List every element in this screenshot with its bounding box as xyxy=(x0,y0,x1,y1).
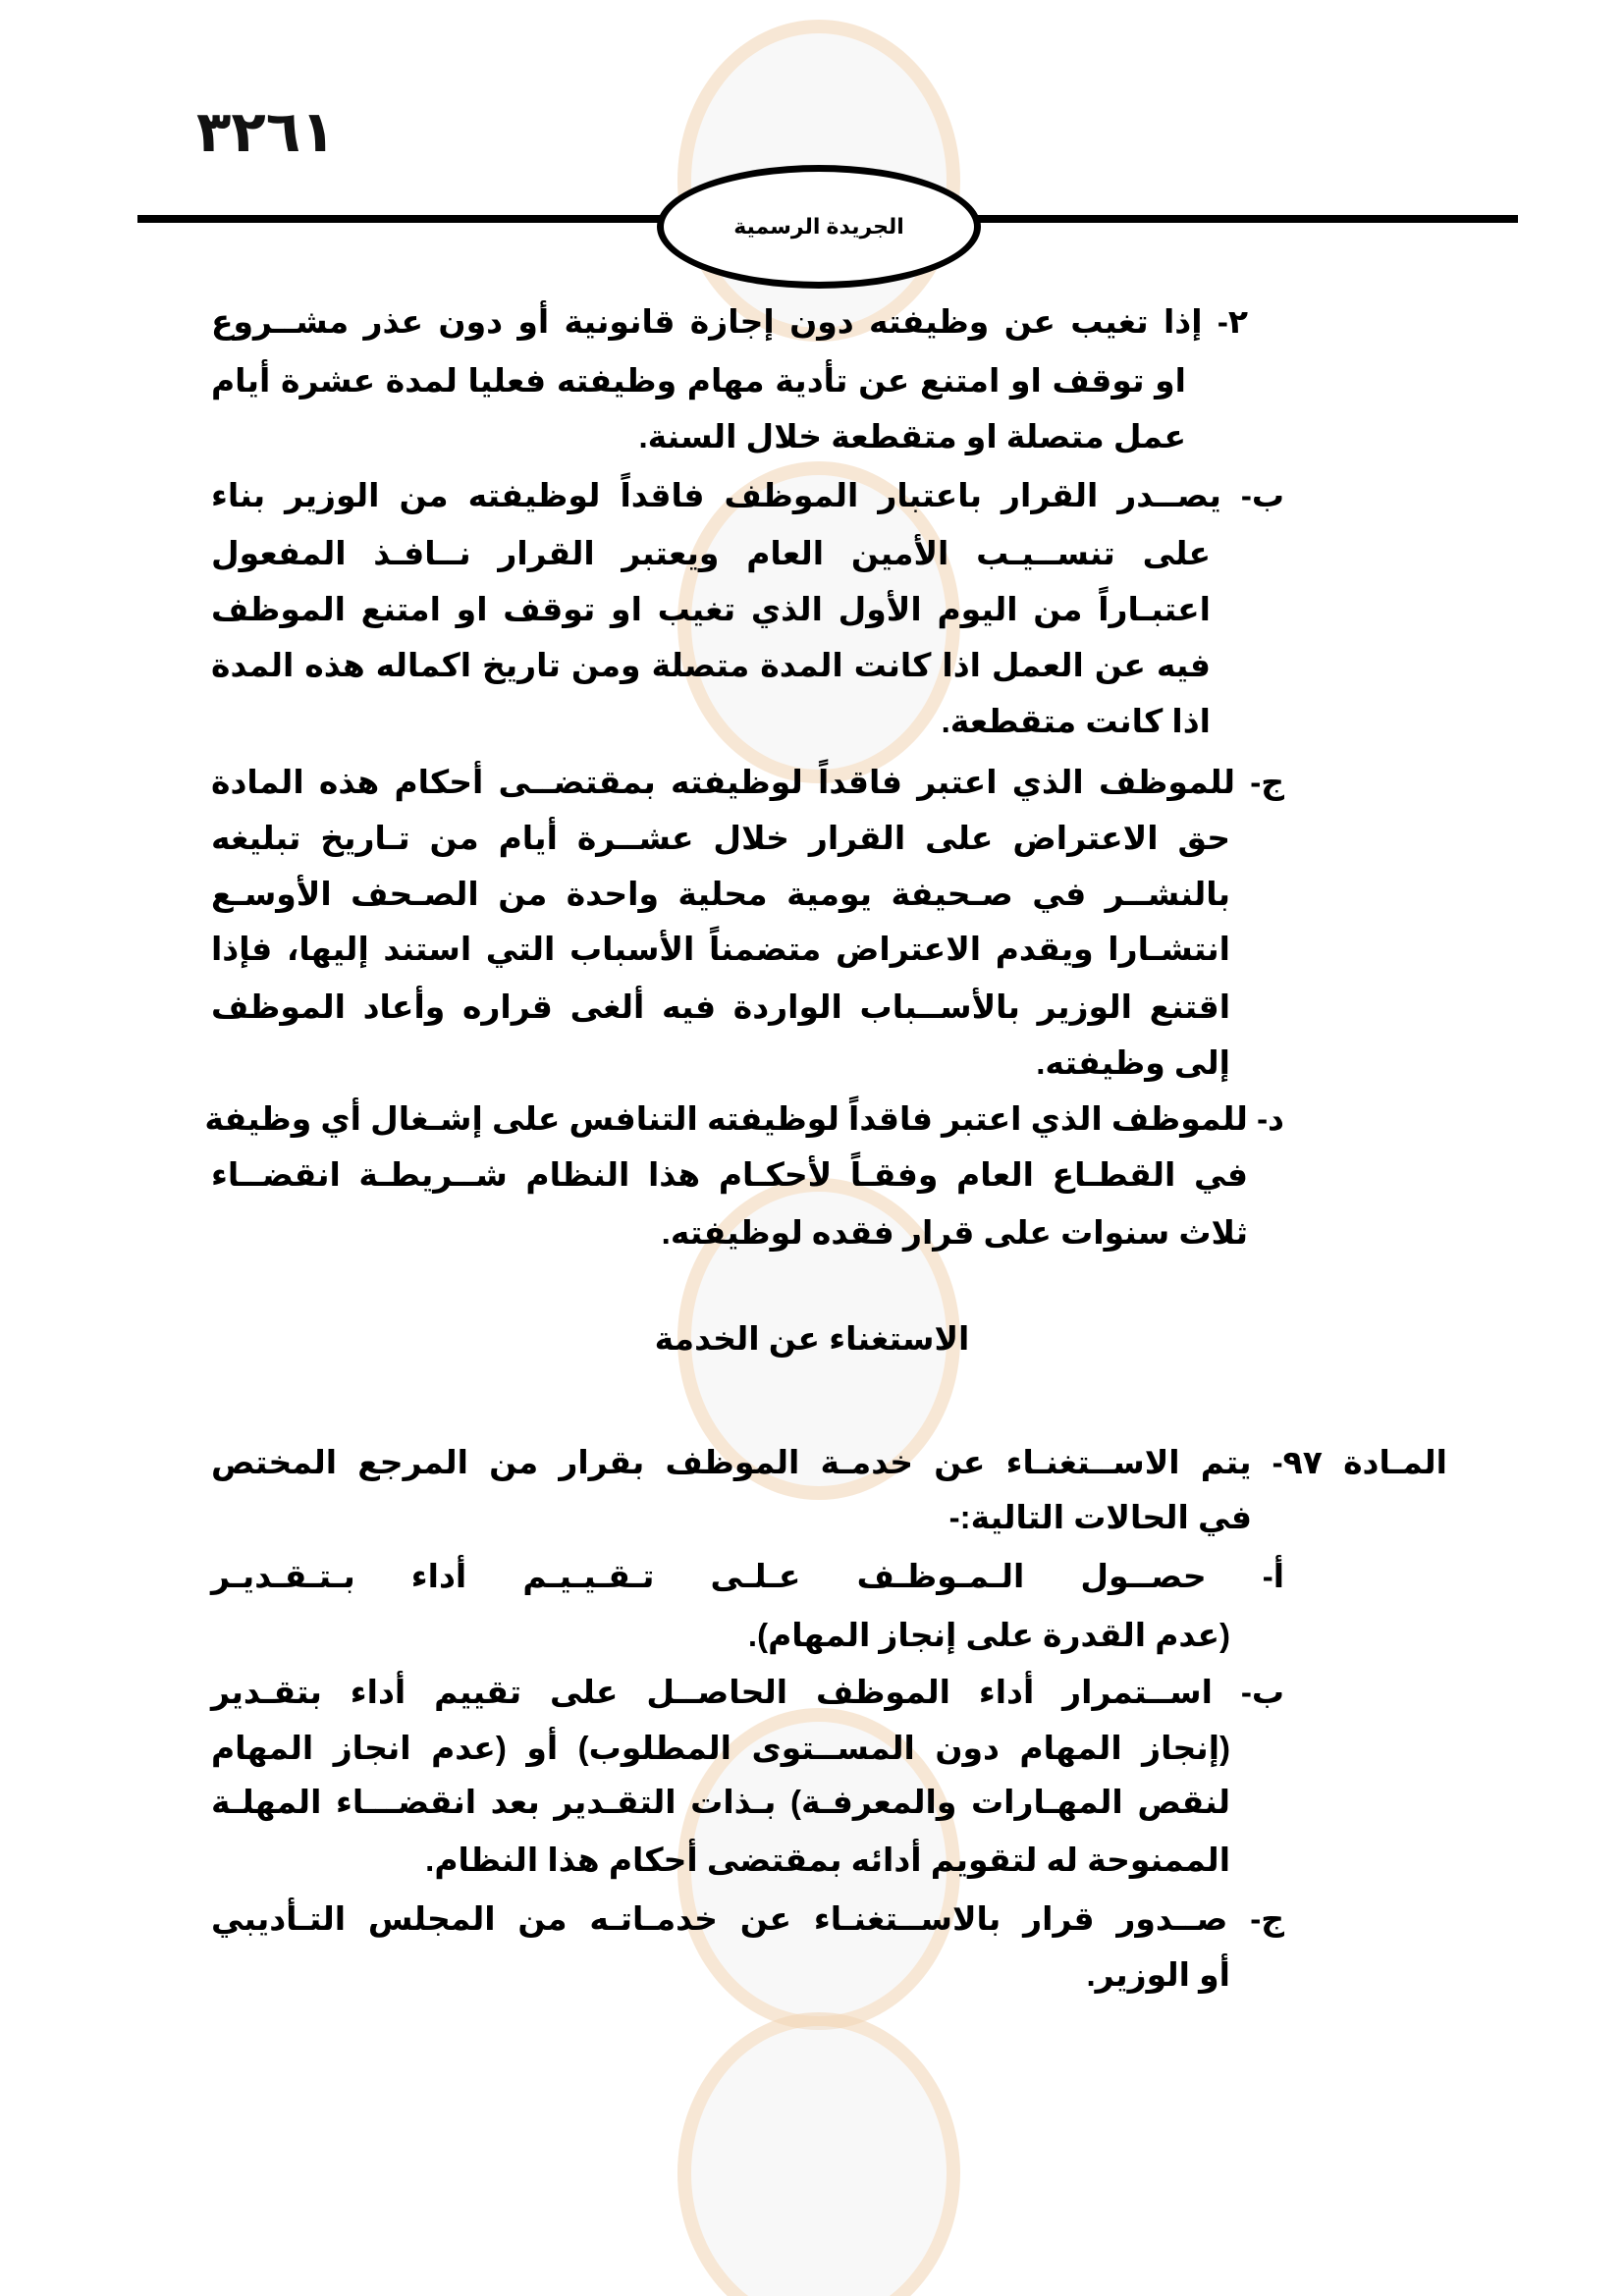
text-line: لنقص المهـارات والمعرفـة) بـذات التقـدير بعد انقضـــاء المهلـة xyxy=(211,1784,1230,1820)
text-line: فيه عن العمل اذا كانت المدة متصلة ومن تاريخ اكماله هذه المدة xyxy=(211,647,1211,683)
text-line: ثلاث سنوات على قرار فقده لوظيفته. xyxy=(661,1214,1248,1251)
text-line: بالنشــر في صـحيفة يومية محلية واحدة من الصـحف الأوسـع xyxy=(211,876,1230,912)
section-heading: الاستغناء عن الخدمة xyxy=(654,1320,970,1357)
text-line: الممنوحة له لتقويم أدائه بمقتضى أحكام هذا النظام. xyxy=(425,1842,1230,1878)
text-line: أ- حصــول الـمـوظـف عـلـى تـقـيـيـم أداء بـتـقـديـر xyxy=(211,1558,1284,1594)
text-line: ب- اســتمرار أداء الموظف الحاصــل على تقييم أداء بتقـدير xyxy=(211,1674,1284,1710)
text-line: ج- صــدور قرار بالاســتغنـاء عن خدمـاتـه من المجلس التـأديبي xyxy=(211,1900,1284,1937)
gazette-title: الجريدة الرسمية xyxy=(733,214,904,239)
text-line: (عدم القدرة على إنجاز المهام). xyxy=(747,1617,1230,1653)
gazette-title-oval xyxy=(657,165,981,289)
text-line: اعتبـاراً من اليوم الأول الذي تغيب او توقف او امتنع الموظف xyxy=(211,591,1211,627)
text-line: المـادة ٩٧- يتم الاســتغنـاء عن خدمـة الموظف بقرار من المرجع المختص xyxy=(211,1444,1447,1480)
text-line: على تنســيـب الأمين العام ويعتبر القرار نــافـذ المفعول xyxy=(211,535,1211,571)
page-number: ٣٢٦١ xyxy=(196,100,336,164)
text-line: في القطـاع العام وفقـاً لأحكـام هذا النظام شــريطـة انقضــاء xyxy=(211,1156,1248,1193)
text-line: عمل متصلة او متقطعة خلال السنة. xyxy=(638,418,1186,454)
text-line: ب- يصــدر القرار باعتبار الموظف فاقداً لوظيفته من الوزير بناء xyxy=(211,477,1284,513)
text-line: انتشـارا ويقدم الاعتراض متضمناً الأسباب التي استند إليها، فإذا xyxy=(211,931,1230,967)
text-line: ج- للموظف الذي اعتبر فاقداً لوظيفته بمقتضــى أحكام هذه المادة xyxy=(211,764,1284,800)
text-line: أو الوزير. xyxy=(1086,1956,1230,1993)
text-line: ٢- إذا تغيب عن وظيفته دون إجازة قانونية أو دون عذر مشــروع xyxy=(211,303,1248,340)
text-line: د- للموظف الذي اعتبر فاقداً لوظيفته التنافس على إشـغال أي وظيفة xyxy=(204,1100,1284,1137)
text-line: اقتنع الوزير بالأســباب الواردة فيه ألغى قراره وأعاد الموظف xyxy=(211,988,1230,1025)
text-line: اذا كانت متقطعة. xyxy=(941,703,1211,739)
text-line: في الحالات التالية:- xyxy=(948,1499,1252,1535)
text-line: إلى وظيفته. xyxy=(1036,1044,1230,1081)
watermark-clock-icon xyxy=(677,2012,960,2296)
text-line: او توقف او امتنع عن تأدية مهام وظيفته فعليا لمدة عشرة أيام xyxy=(211,362,1186,399)
text-line: (إنجاز المهام دون المســتوى المطلوب) أو (عدم انجاز المهام xyxy=(211,1730,1230,1766)
text-line: حق الاعتراض على القرار خلال عشــرة أيام من تـاريخ تبليغه xyxy=(211,820,1230,856)
